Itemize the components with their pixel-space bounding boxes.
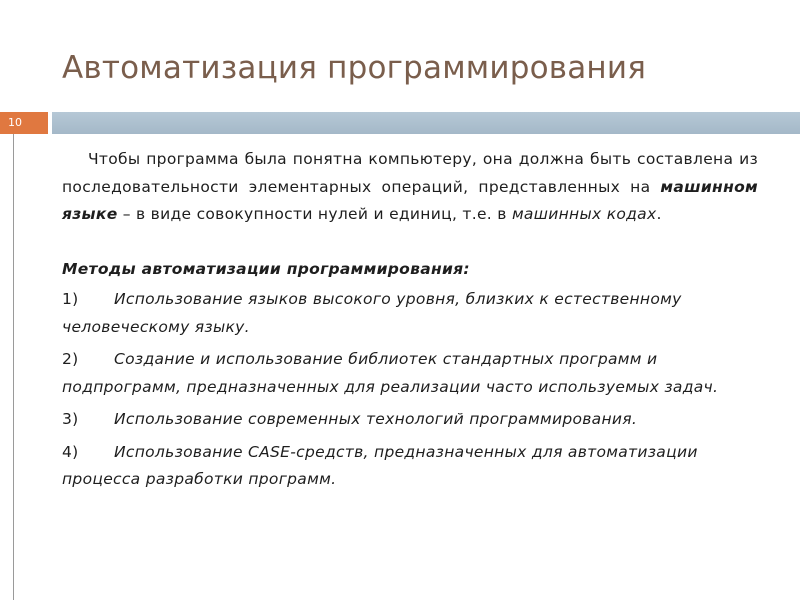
method-text: Использование CASE-средств, предназначенных для автоматизации процесса разработки программ. [62,442,698,488]
intro-paragraph [62,146,758,229]
method-item [62,286,758,341]
method-number: 4) [62,442,79,461]
intro-text-1: Чтобы программа была понятна компьютеру, она должна быть составлена из последовательности элементарных операций, представленных на [62,150,758,196]
left-divider [13,112,14,600]
method-text: Использование современных технологий программирования. [114,410,638,428]
header-bar [52,112,800,134]
method-number: 3) [62,410,79,428]
method-text: Создание и использование библиотек стандартных программ и подпрограмм, предназначенных для реализации часто используемых задач. [62,350,719,396]
intro-emphasis: машинном языке [62,177,758,223]
method-text: Использование языков высокого уровня, близких к естественному человеческому языку. [62,290,682,336]
slide-number-badge: 10 [0,112,48,134]
method-number: 2) [62,350,79,368]
method-item [62,439,758,494]
intro-text-2: – в виде совокупности нулей и единиц, т.е. в [117,205,512,223]
intro-italic-term: машинных кодах [511,205,657,223]
slide-title: Автоматизация программирования [62,50,647,86]
intro-text-3: . [656,205,662,223]
methods-heading: Методы автоматизации программирования: [62,259,470,278]
method-number: 1) [62,290,79,308]
method-item [62,406,758,434]
method-item [62,346,758,401]
slide-content [62,146,758,499]
